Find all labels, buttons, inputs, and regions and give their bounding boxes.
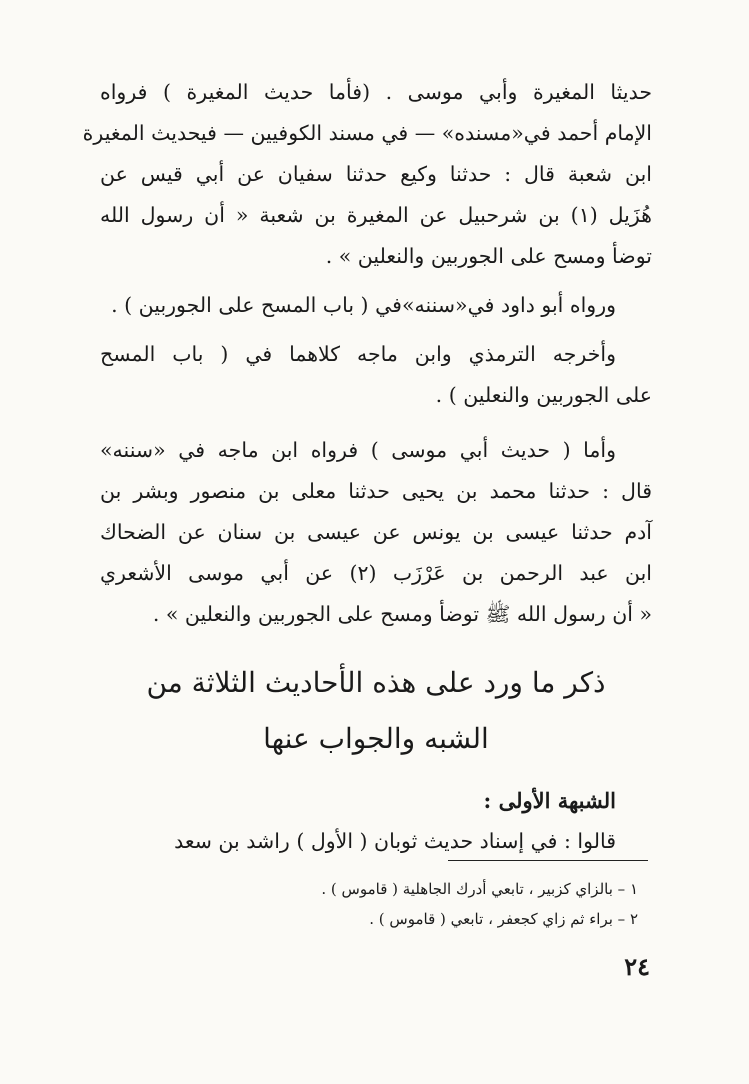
footnotes <box>100 874 638 934</box>
subsection-text: قالوا : في إسناد حديث ثوبان ( الأول ) راشد بن سعد <box>174 829 616 853</box>
paragraph-tirmidhi <box>100 334 652 416</box>
subsection-title: الشبهة الأولى : <box>483 788 616 813</box>
page-body <box>82 72 652 861</box>
text-line: وأخرجه الترمذي وابن ماجه كلاهما في ( باب المسح <box>100 342 616 366</box>
text-line: وأما ( حديث أبي موسى ) فرواه ابن ماجه في «سننه» <box>100 438 616 462</box>
footnote-divider <box>448 860 648 861</box>
text-line: على الجوربين والنعلين ) . <box>435 383 652 407</box>
heading-line: الشبه والجواب عنها <box>263 722 489 755</box>
text-line: الإمام أحمد في«مسنده» — في مسند الكوفيين — فيحديث المغيرة <box>82 121 652 145</box>
text-line: « أن رسول الله ﷺ توضأ ومسح على الجوربين والنعلين » . <box>152 602 652 626</box>
text-line: ابن عبد الرحمن بن عَرْزَب (٢) عن أبي موسى الأشعري <box>100 561 652 585</box>
section-heading <box>100 655 652 767</box>
text-line: ابن شعبة قال : حدثنا وكيع حدثنا سفيان عن أبي قيس عن <box>100 162 652 186</box>
text-line: ورواه أبو داود في«سننه»في ( باب المسح على الجوربين ) . <box>111 293 616 317</box>
paragraph-abu-dawud <box>100 285 652 326</box>
footnote: ٢ – براء ثم زاي كجعفر ، تابعي ( قاموس ) . <box>369 910 638 928</box>
text-line: آدم حدثنا عيسى بن يونس عن عيسى بن سنان عن الضحاك <box>100 520 652 544</box>
paragraph-abu-musa-hadith <box>100 430 652 635</box>
text-line: توضأ ومسح على الجوربين والنعلين » . <box>325 244 652 268</box>
text-line: هُزَيل (١) بن شرحبيل عن المغيرة بن شعبة « أن رسول الله <box>100 203 652 227</box>
page-number: ٢٤ <box>624 952 650 981</box>
text-line: حديثا المغيرة وأبي موسى . (فأما حديث المغيرة ) فرواه <box>100 80 652 104</box>
text-line: قال : حدثنا محمد بن يحيى حدثنا معلى بن منصور وبشر بن <box>100 479 652 503</box>
footnote: ١ – بالزاي كزبير ، تابعي أدرك الجاهلية ( قاموس ) . <box>321 880 638 898</box>
heading-line: ذكر ما ورد على هذه الأحاديث الثلاثة من <box>146 666 606 699</box>
paragraph-mughira-hadith <box>82 72 652 277</box>
